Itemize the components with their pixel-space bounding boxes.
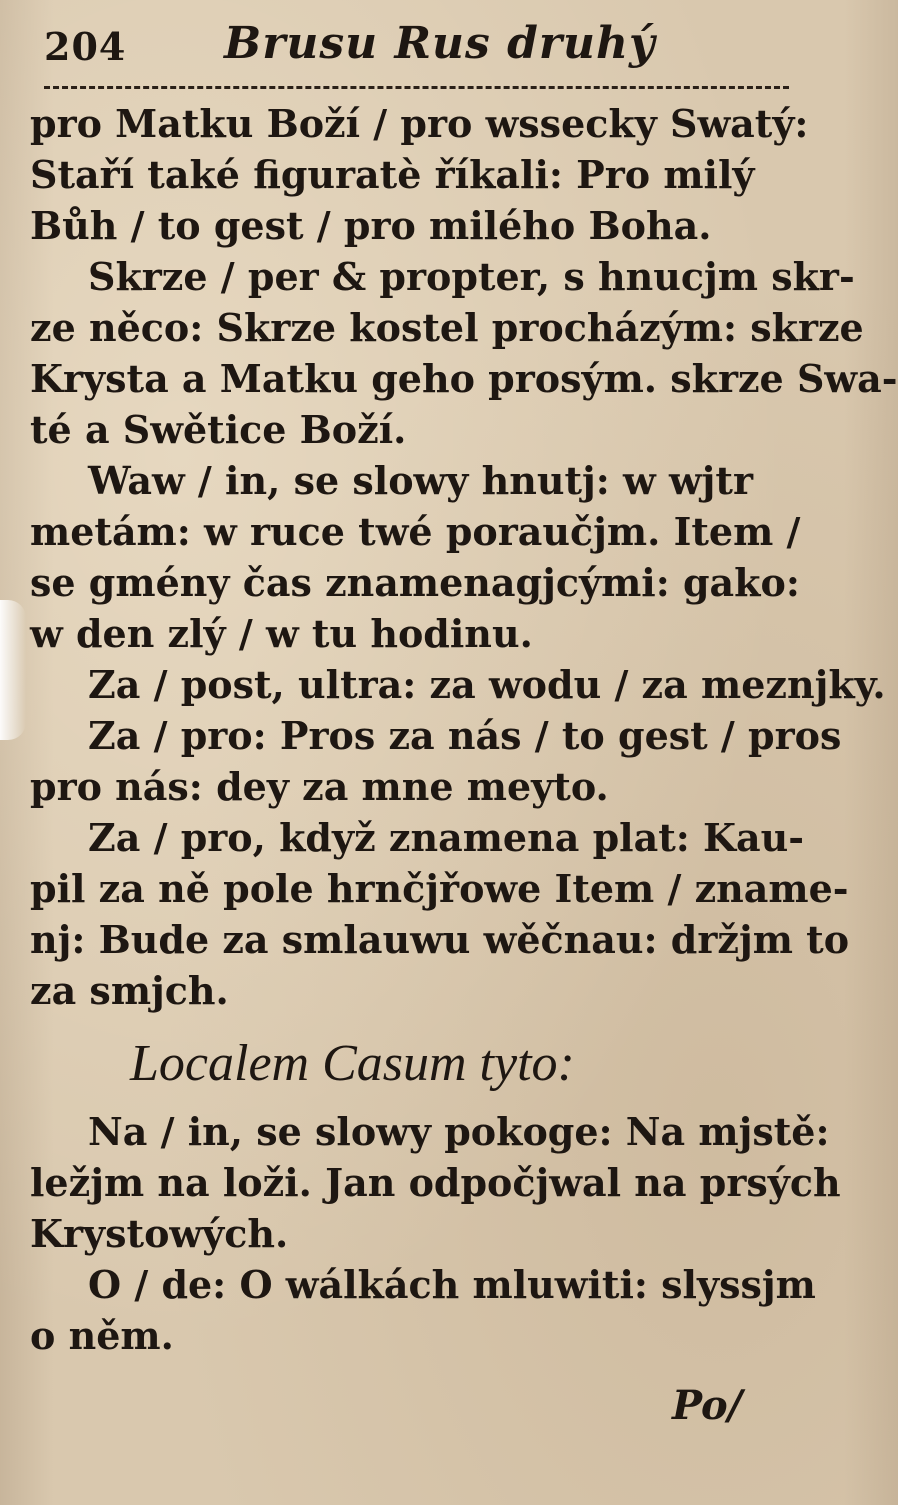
text-line: se gmény čas znamenagjcými: gako:	[30, 560, 800, 605]
body-text	[30, 98, 898, 1361]
text-line: w den zlý / w tu hodinu.	[30, 611, 533, 656]
text-line: Skrze / per & propter, s hnucjm skr-	[88, 254, 855, 299]
text-line: nj: Bude za smlauwu wěčnau: držjm to	[30, 917, 850, 962]
section-heading: Localem Casum tyto:	[130, 1035, 575, 1092]
text-line: té a Swětice Boží.	[30, 407, 407, 452]
text-line: Za / pro: Pros za nás / to gest / pros	[88, 713, 842, 758]
text-line: Waw / in, se slowy hnutj: w wjtr	[88, 458, 753, 503]
text-line: za smjch.	[30, 968, 229, 1013]
text-line: Staří také figuratè říkali: Pro milý	[30, 152, 755, 197]
text-line: Na / in, se slowy pokoge: Na mjstě:	[88, 1109, 830, 1154]
catchword: Po/	[672, 1382, 743, 1429]
text-line: pil za ně pole hrnčjřowe Item / zname-	[30, 866, 849, 911]
text-line: Krystowých.	[30, 1211, 289, 1256]
page-edge-glare	[0, 600, 26, 740]
running-head: Brusu Rus druhý	[224, 18, 656, 69]
text-line: metám: w ruce twé poraučjm. Item /	[30, 509, 801, 554]
header-rule	[44, 86, 789, 89]
text-line: ze něco: Skrze kostel procházým: skrze	[30, 305, 864, 350]
text-line: o něm.	[30, 1313, 174, 1358]
text-line: Bůh / to gest / pro milého Boha.	[30, 203, 712, 248]
text-line: pro Matku Boží / pro wssecky Swatý:	[30, 101, 809, 146]
page-header	[44, 18, 764, 78]
text-line: pro nás: dey za mne meyto.	[30, 764, 609, 809]
text-line: ležjm na loži. Jan odpočjwal na prsých	[30, 1160, 841, 1205]
page-number: 204	[44, 24, 127, 69]
text-line: O / de: O wálkách mluwiti: slyssjm	[88, 1262, 816, 1307]
text-line: Krysta a Matku geho prosým. skrze Swa-	[30, 356, 898, 401]
text-line: Za / pro, když znamena plat: Kau-	[88, 815, 805, 860]
text-line: Za / post, ultra: za wodu / za meznjky.	[88, 662, 886, 707]
